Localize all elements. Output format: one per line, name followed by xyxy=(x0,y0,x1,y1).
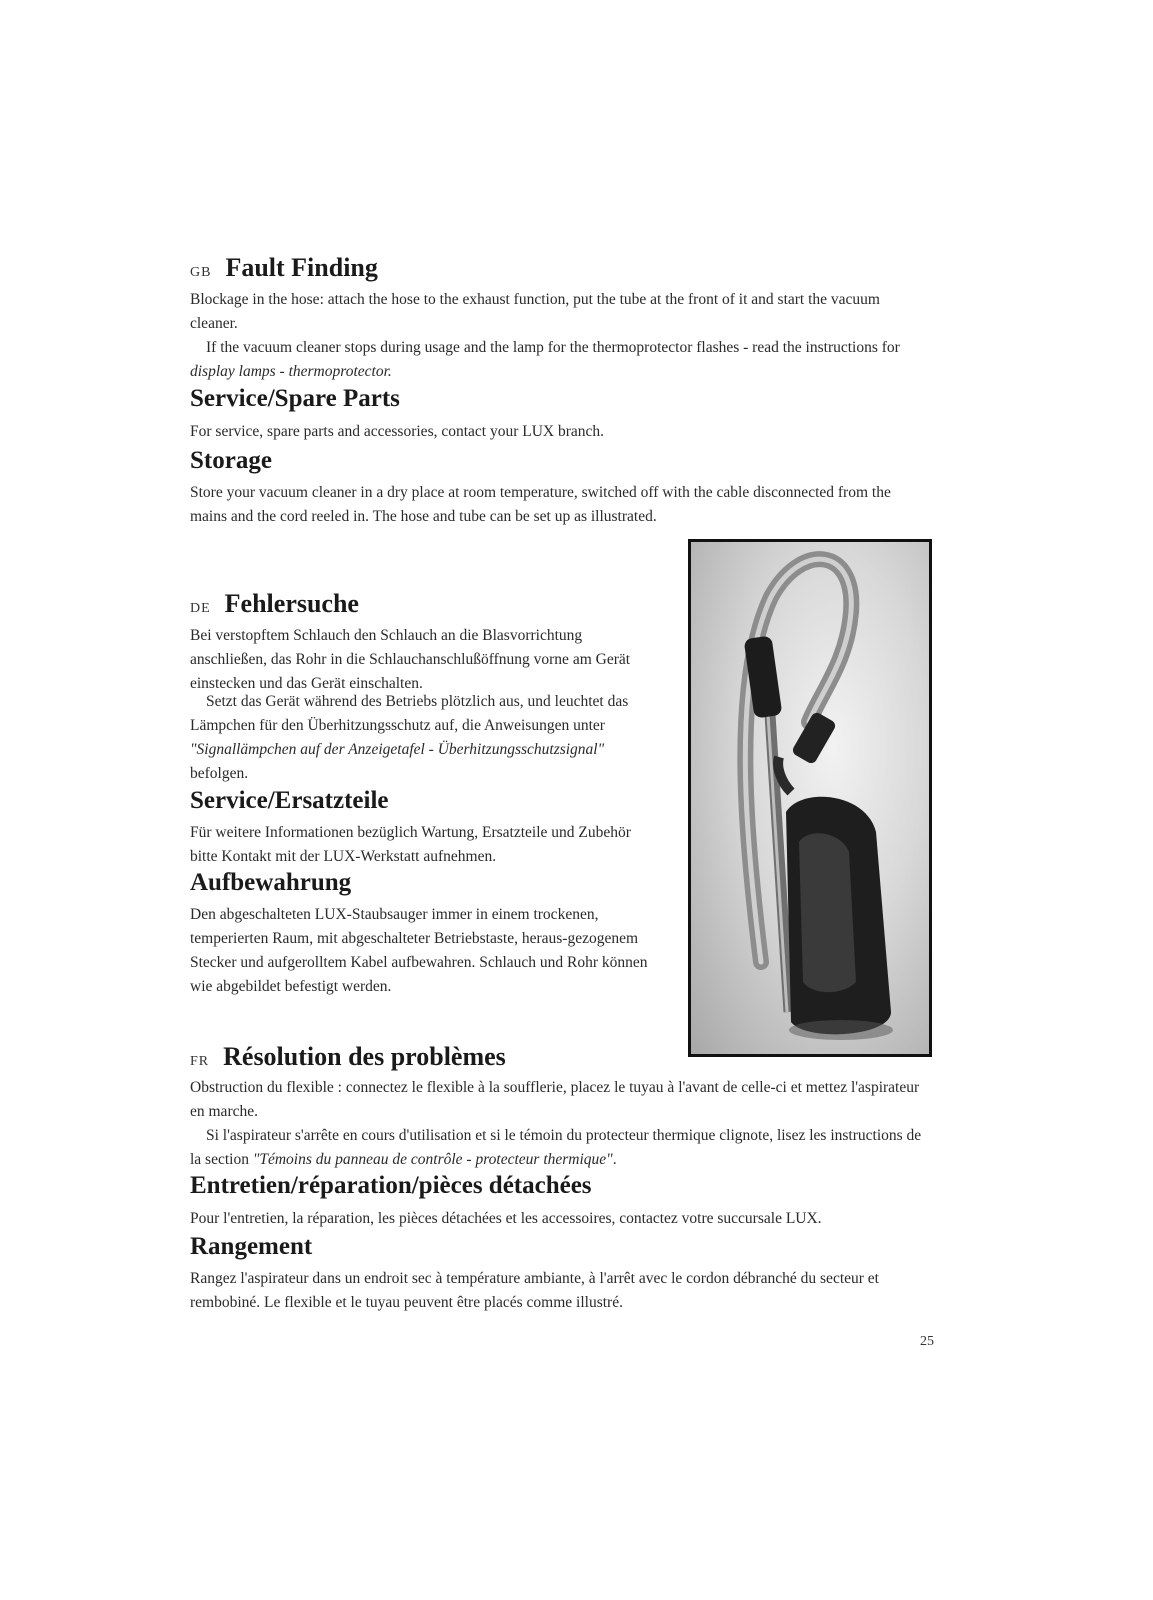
heading-storage: Storage xyxy=(190,447,272,474)
paragraph-thermoprotector xyxy=(190,336,920,384)
paragraph-blockage: Blockage in the hose: attach the hose to the exhaust function, put the tube at the front of it and start the vacuum cleaner. xyxy=(190,291,880,332)
heading-text: Résolution des problèmes xyxy=(223,1042,506,1071)
paragraph-ueberhitzung xyxy=(190,690,660,786)
paragraph-entretien: Pour l'entretien, la réparation, les pièces détachées et les accessoires, contactez votre succursale LUX. xyxy=(190,1210,822,1227)
paragraph-protecteur xyxy=(190,1124,925,1172)
heading-service-spare-parts: Service/Spare Parts xyxy=(190,385,400,412)
paragraph-rangement: Rangez l'aspirateur dans un endroit sec à température ambiante, à l'arrêt avec le cordon débranché du secteur et rembobiné. Le flexible et le tuyau peuvent être placés comme illustré. xyxy=(190,1270,879,1311)
heading-text: Fehlersuche xyxy=(224,589,359,618)
paragraph-verstopft: Bei verstopftem Schlauch den Schlauch an die Blasvorrichtung anschließen, das Rohr in die Schlauchanschlußöffnung vorne am Gerät einstecken und das Gerät einschalten. xyxy=(190,627,631,692)
paragraph-service: Für weitere Informationen bezüglich Wartung, Ersatzteile und Zubehör bitte Kontakt mit der LUX-Werkstatt aufnehmen. xyxy=(190,824,631,865)
text-segment: If the vacuum cleaner stops during usage and the lamp for the thermoprotector flashes - read the instructions for xyxy=(206,339,900,356)
heading-rangement: Rangement xyxy=(190,1233,313,1260)
paragraph-aufbewahrung: Den abgeschalteten LUX-Staubsauger immer in einem trockenen, temperierten Raum, mit abgeschalteter Betriebstaste, heraus-gezogenem Stecker und aufgerolltem Kabel aufbewahren. Schlauch und Rohr können wie abgebildet befestigt werden. xyxy=(190,906,648,995)
page-number: 25 xyxy=(920,1334,934,1349)
paragraph-service: For service, spare parts and accessories, contact your LUX branch. xyxy=(190,423,605,440)
lang-label-gb: GB xyxy=(190,265,212,280)
heading-fault-finding xyxy=(190,253,378,288)
reference-italic: "Témoins du panneau de contrôle - protecteur thermique" xyxy=(252,1151,613,1168)
text-segment: Si l'aspirateur s'arrête en cours d'utilisation et si le témoin du protecteur thermique clignote, lisez les instructions de la section xyxy=(190,1127,922,1168)
paragraph-storage: Store your vacuum cleaner in a dry place at room temperature, switched off with the cable disconnected from the mains and the cord reeled in. The hose and tube can be set up as illustrated. xyxy=(190,484,891,525)
text-segment: . xyxy=(612,1151,617,1168)
vacuum-cleaner-photo xyxy=(688,539,932,1057)
reference-italic: "Signallämpchen auf der Anzeigetafel - Überhitzungsschutzsignal" xyxy=(190,741,605,758)
heading-text: Fault Finding xyxy=(225,253,378,282)
text-segment: befolgen. xyxy=(190,765,249,782)
lang-label-fr: FR xyxy=(190,1054,210,1069)
heading-aufbewahrung: Aufbewahrung xyxy=(190,869,352,896)
lang-label-de: DE xyxy=(190,601,211,616)
heading-service-ersatzteile: Service/Ersatzteile xyxy=(190,787,389,814)
heading-fehlersuche xyxy=(190,589,359,624)
reference-italic: display lamps - thermoprotector. xyxy=(190,363,392,380)
heading-entretien: Entretien/réparation/pièces détachées xyxy=(190,1172,592,1199)
vacuum-cleaner-illustration xyxy=(691,542,929,1054)
text-segment: Setzt das Gerät während des Betriebs plötzlich aus, und leuchtet das Lämpchen für den Überhitzungsschutz auf, die Anweisungen unter xyxy=(190,693,629,734)
paragraph-obstruction: Obstruction du flexible : connectez le flexible à la soufflerie, placez le tuyau à l'avant de celle-ci et mettez l'aspirateur en marche. xyxy=(190,1079,920,1120)
heading-resolution-problemes xyxy=(190,1042,506,1077)
